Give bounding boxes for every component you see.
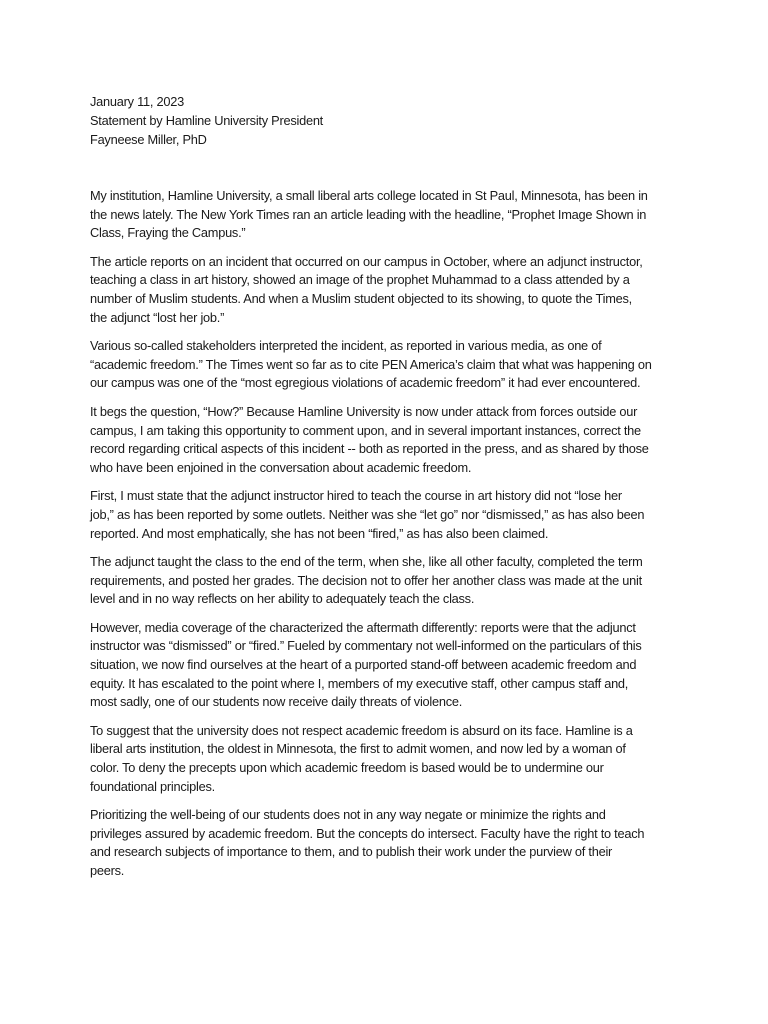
paragraph-line: most sadly, one of our students now receive daily threats of violence. — [90, 694, 463, 710]
paragraph-line: peers. — [90, 863, 125, 878]
statement-author: Fayneese Miller, PhD — [90, 131, 207, 147]
paragraph-line: The adjunct taught the class to the end of the term, when she, like all other faculty, completed the term — [90, 554, 643, 570]
paragraph-line: requirements, and posted her grades. The decision not to offer her another class was made at the unit — [90, 572, 642, 588]
body-paragraph — [90, 553, 680, 609]
paragraph-line: privileges assured by academic freedom. But the concepts do intersect. Faculty have the right to teach — [90, 825, 645, 841]
body-paragraph — [90, 337, 680, 393]
body-paragraph — [90, 722, 680, 796]
body-paragraph — [90, 806, 680, 880]
paragraph-line: It begs the question, “How?” Because Hamline University is now under attack from forces outside our — [90, 403, 638, 419]
statement-header — [90, 93, 690, 149]
paragraph-line: and research subjects of importance to them, and to publish their work under the purview of their — [90, 844, 613, 860]
body-paragraph — [90, 187, 680, 243]
paragraph-line: the news lately. The New York Times ran an article leading with the headline, “Prophet Image Shown in — [90, 206, 647, 222]
body-paragraph — [90, 487, 680, 543]
paragraph-line: teaching a class in art history, showed an image of the prophet Muhammad to a class attended by a — [90, 272, 630, 288]
paragraph-line: First, I must state that the adjunct instructor hired to teach the course in art history did not “lose her — [90, 488, 622, 504]
paragraph-line: reported. And most emphatically, she has not been “fired,” as has also been claimed. — [90, 525, 549, 541]
paragraph-line: color. To deny the precepts upon which academic freedom is based would be to undermine our — [90, 760, 604, 776]
paragraph-line: situation, we now find ourselves at the heart of a purported stand-off between academic freedom and — [90, 657, 637, 673]
paragraph-line: instructor was “dismissed” or “fired.” Fueled by commentary not well-informed on the particulars of this — [90, 638, 642, 654]
body-paragraph — [90, 253, 680, 327]
paragraph-line: However, media coverage of the characterized the aftermath differently: reports were that the adjunct — [90, 619, 636, 635]
paragraph-line: foundational principles. — [90, 778, 215, 794]
body-paragraph — [90, 403, 680, 477]
paragraph-line: Various so-called stakeholders interpreted the incident, as reported in various media, as one of — [90, 338, 602, 354]
paragraph-line: The article reports on an incident that occurred on our campus in October, where an adjunct instructor, — [90, 253, 643, 269]
paragraph-line: equity. It has escalated to the point where I, members of my executive staff, other campus staff and, — [90, 675, 629, 691]
paragraph-line: our campus was one of the “most egregious violations of academic freedom” it had ever encountered. — [90, 375, 641, 391]
paragraph-line: level and in no way reflects on her ability to adequately teach the class. — [90, 591, 475, 607]
paragraph-line: To suggest that the university does not respect academic freedom is absurd on its face. Hamline is a — [90, 722, 633, 738]
statement-body — [90, 187, 680, 891]
paragraph-line: the adjunct “lost her job.” — [90, 309, 225, 325]
paragraph-line: Class, Fraying the Campus.” — [90, 225, 246, 241]
paragraph-line: liberal arts institution, the oldest in Minnesota, the first to admit women, and now led by a woman of — [90, 741, 626, 757]
paragraph-line: My institution, Hamline University, a small liberal arts college located in St Paul, Minnesota, has been in — [90, 188, 648, 203]
paragraph-line: who have been enjoined in the conversation about academic freedom. — [90, 459, 472, 475]
paragraph-line: campus, I am taking this opportunity to comment upon, and in several important instances, correct the — [90, 422, 641, 438]
statement-title: Statement by Hamline University President — [90, 112, 323, 128]
paragraph-line: Prioritizing the well-being of our students does not in any way negate or minimize the rights and — [90, 807, 606, 823]
paragraph-line: number of Muslim students. And when a Muslim student objected to its showing, to quote the Times, — [90, 290, 632, 306]
paragraph-line: “academic freedom.” The Times went so far as to cite PEN America’s claim that what was happening on — [90, 356, 652, 372]
statement-date: January 11, 2023 — [90, 94, 184, 109]
paragraph-line: record regarding critical aspects of this incident -- both as reported in the press, and as shared by those — [90, 441, 649, 457]
paragraph-line: job,” as has been reported by some outlets. Neither was she “let go” nor “dismissed,” as has also been — [90, 506, 645, 522]
body-paragraph — [90, 619, 680, 712]
